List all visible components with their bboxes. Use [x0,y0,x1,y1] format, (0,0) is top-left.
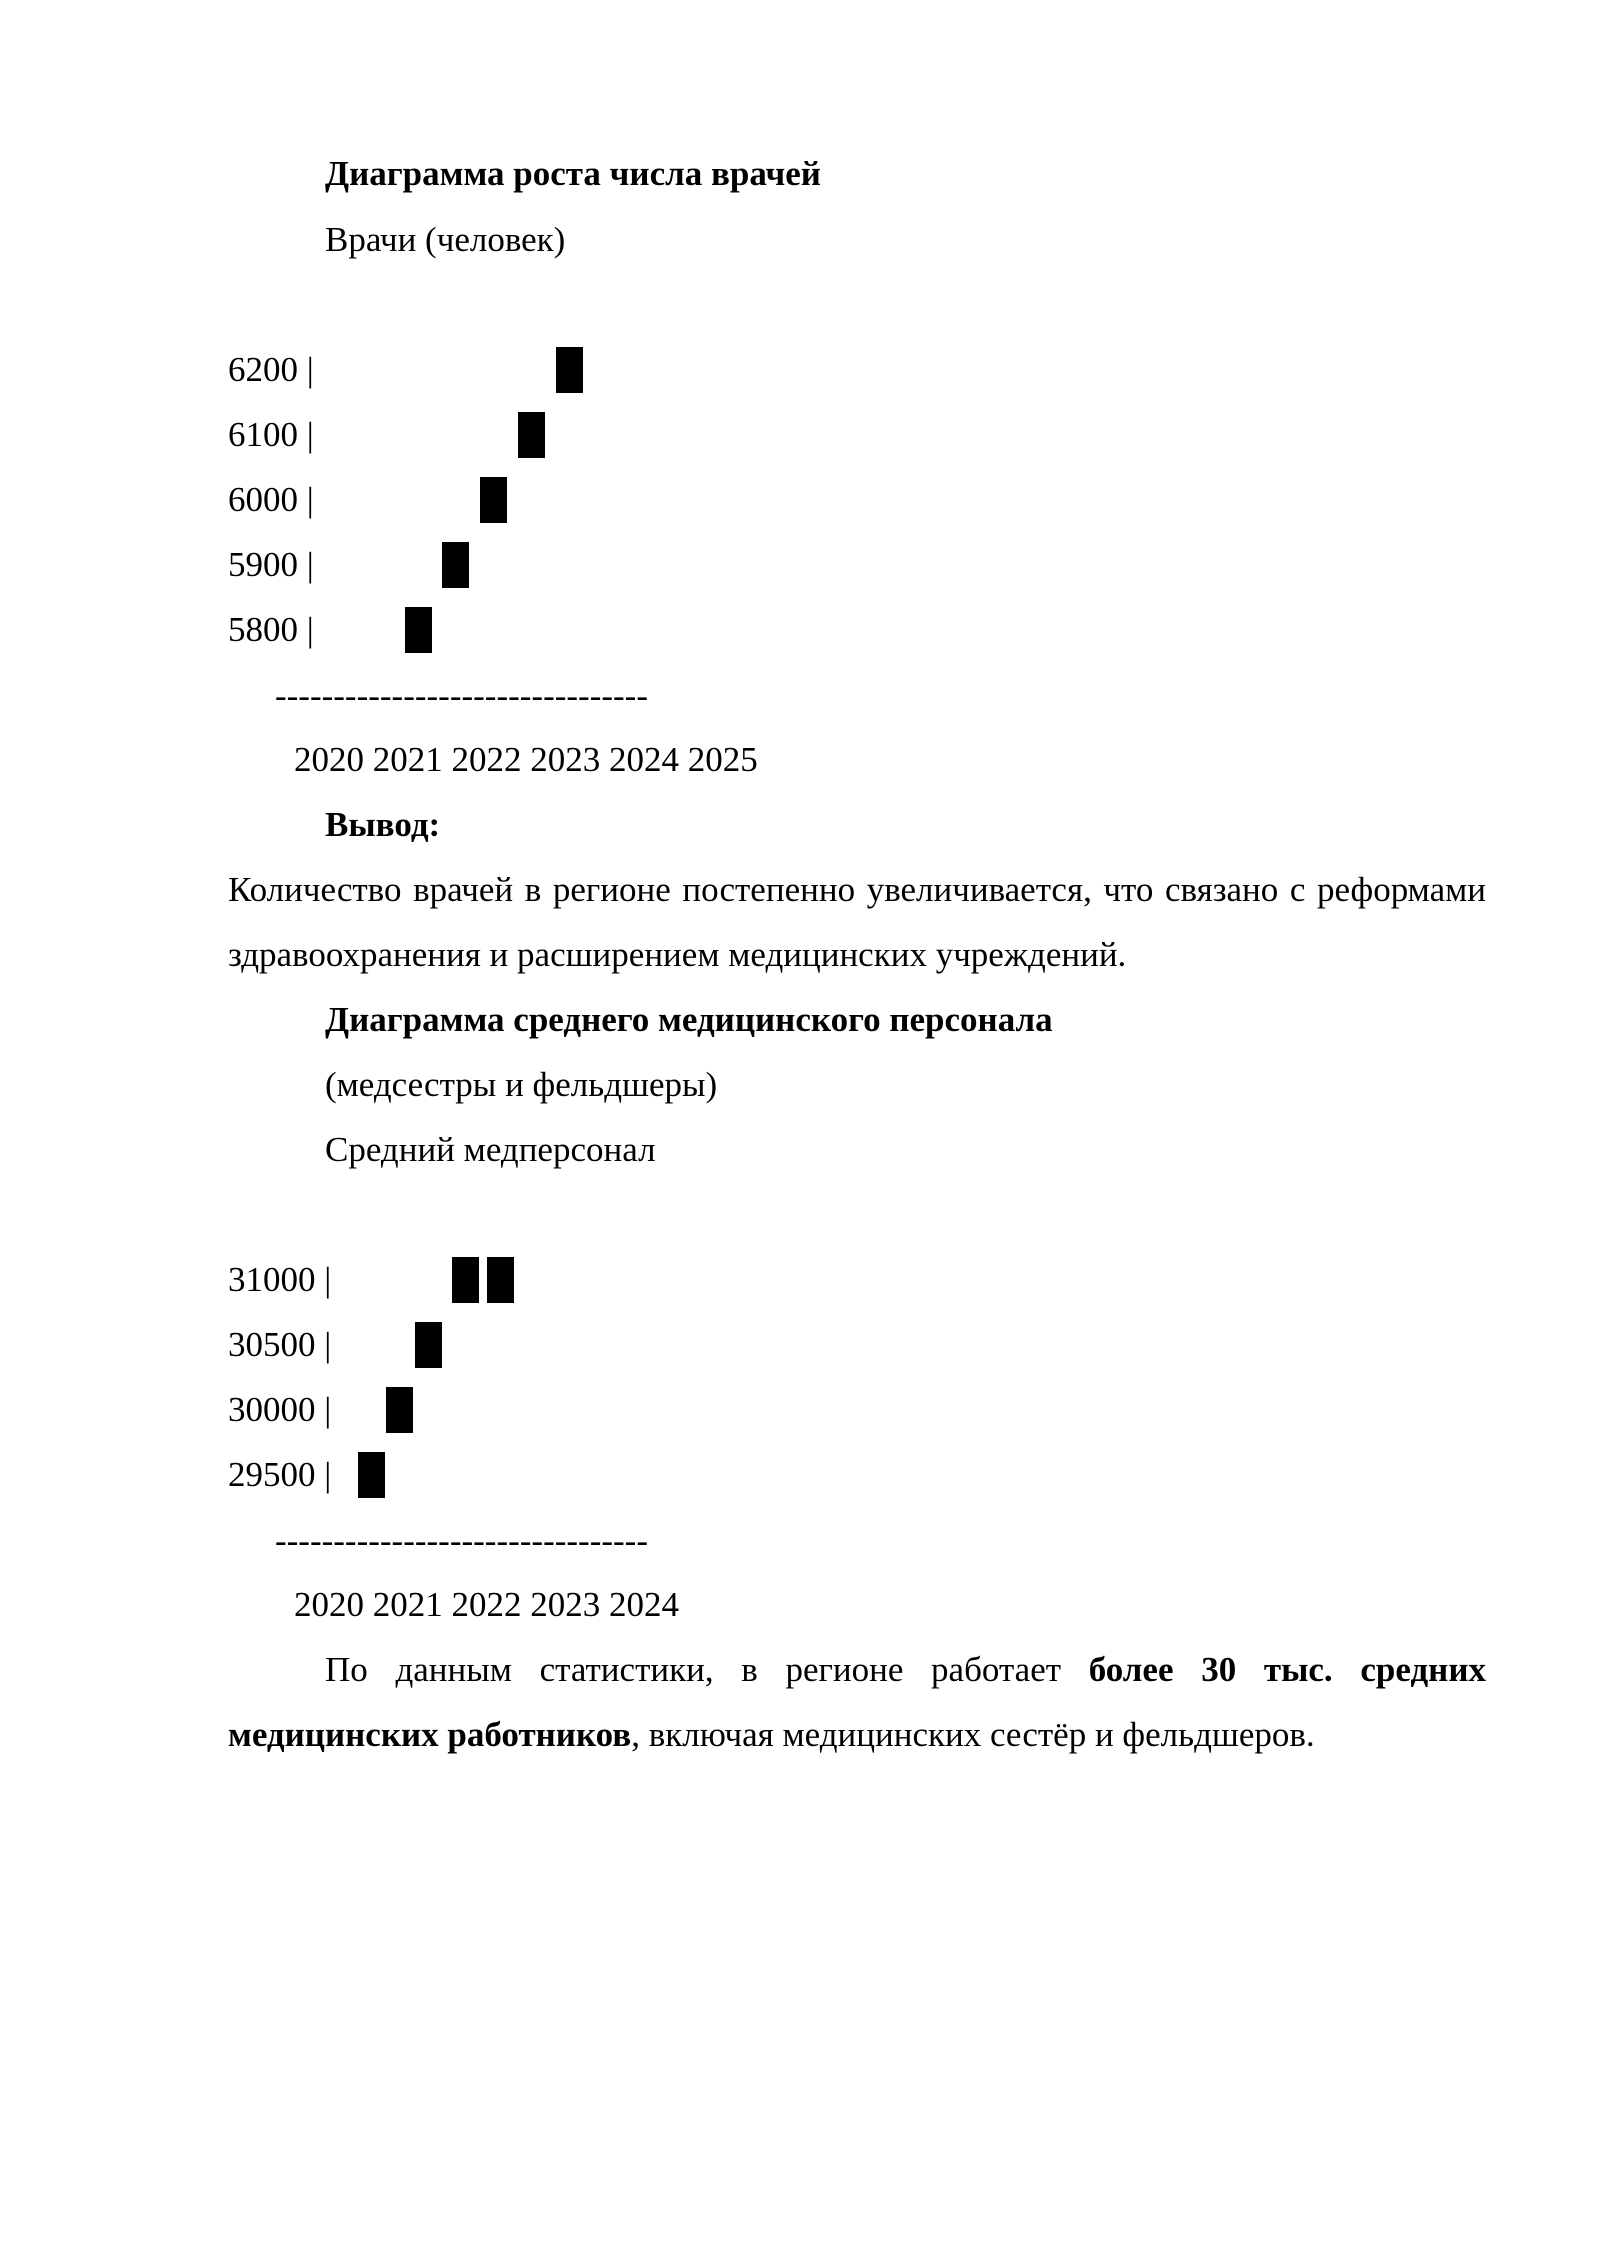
chart2-title: Диаграмма среднего медицинского персонала [325,1000,1053,1039]
chart1-bar [442,542,469,588]
chart1-bar [405,607,432,653]
chart1-x-labels: 2020 2021 2022 2023 2024 2025 [294,740,758,779]
chart1-divider: -------------------------------- [275,676,648,715]
chart2-subtitle: (медсестры и фельдшеры) [325,1065,718,1104]
closing-paragraph [228,1637,1486,1767]
chart1-bar [556,347,583,393]
chart2-y-label: 30000 | [228,1390,332,1429]
chart1-y-label: 5900 | [228,545,314,584]
closing-text-bold: более 30 тыс. средних медицинских работников [228,1650,1486,1754]
chart2-x-labels: 2020 2021 2022 2023 2024 [294,1585,679,1624]
closing-text-end: , включая медицинских сестёр и фельдшеров. [631,1715,1315,1754]
chart1-y-label: 5800 | [228,610,314,649]
chart1-y-label: 6100 | [228,415,314,454]
chart1-bar [518,412,545,458]
chart2-y-label: 29500 | [228,1455,332,1494]
chart2-series-label: Средний медперсонал [325,1130,656,1169]
chart2-y-label: 30500 | [228,1325,332,1364]
chart2-divider: -------------------------------- [275,1521,648,1560]
chart1-y-label: 6000 | [228,480,314,519]
chart2-y-label: 31000 | [228,1260,332,1299]
conclusion-heading: Вывод: [325,805,441,844]
closing-text-start: По данным статистики, в регионе работает [325,1650,1089,1689]
chart1-y-label: 6200 | [228,350,314,389]
chart1-subtitle: Врачи (человек) [325,220,566,259]
chart2-bar [415,1322,442,1368]
chart2-bar [487,1257,514,1303]
chart2-bar [358,1452,385,1498]
chart2-bar [386,1387,413,1433]
chart1-bar [480,477,507,523]
chart1-title: Диаграмма роста числа врачей [325,154,821,193]
chart2-bar [452,1257,479,1303]
conclusion-text: Количество врачей в регионе постепенно увеличивается, что связано с реформами здравоохранения и расширением медицинских учреждений. [228,870,1486,974]
